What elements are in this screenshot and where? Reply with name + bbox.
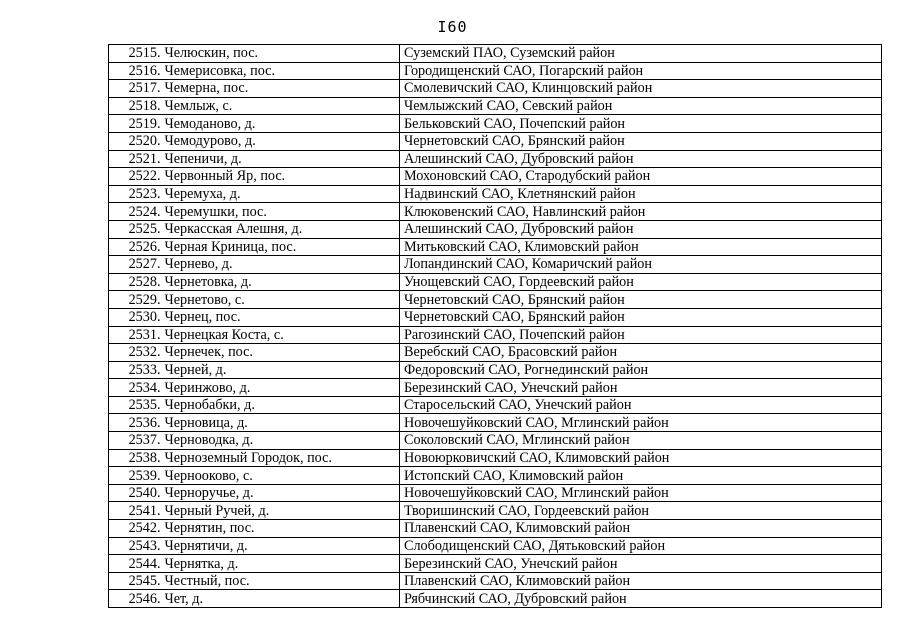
table-row <box>109 537 882 555</box>
administration-district: Чемлыжский САО, Севский район <box>400 97 882 115</box>
administration-district: Рябчинский САО, Дубровский район <box>400 590 882 608</box>
settlement-name: Чернятичи, д. <box>163 537 400 555</box>
settlement-name: Черноводка, д. <box>163 432 400 450</box>
administration-district: Истопский САО, Климовский район <box>400 467 882 485</box>
table-row <box>109 396 882 414</box>
administration-district: Новочешуйковский САО, Мглинский район <box>400 414 882 432</box>
settlement-name: Чет, д. <box>163 590 400 608</box>
table-row <box>109 484 882 502</box>
table-row <box>109 168 882 186</box>
administration-district: Слободищенский САО, Дятьковский район <box>400 537 882 555</box>
settlement-registry-table <box>108 44 882 608</box>
row-number: 2531. <box>109 326 163 344</box>
row-number: 2536. <box>109 414 163 432</box>
table-row <box>109 256 882 274</box>
registry-table-body <box>109 45 882 608</box>
page-number: I60 <box>437 18 468 36</box>
table-row <box>109 132 882 150</box>
row-number: 2538. <box>109 449 163 467</box>
row-number: 2516. <box>109 62 163 80</box>
settlement-name: Черный Ручей, д. <box>163 502 400 520</box>
table-row <box>109 115 882 133</box>
administration-district: Новочешуйковский САО, Мглинский район <box>400 484 882 502</box>
row-number: 2520. <box>109 132 163 150</box>
row-number: 2546. <box>109 590 163 608</box>
settlement-name: Чернобабки, д. <box>163 396 400 414</box>
table-row <box>109 467 882 485</box>
settlement-name: Черновица, д. <box>163 414 400 432</box>
row-number: 2545. <box>109 572 163 590</box>
table-row <box>109 80 882 98</box>
table-row <box>109 590 882 608</box>
table-row <box>109 238 882 256</box>
administration-district: Чернетовский САО, Брянский район <box>400 308 882 326</box>
table-row <box>109 502 882 520</box>
table-row <box>109 432 882 450</box>
administration-district: Надвинский САО, Клетнянский район <box>400 185 882 203</box>
administration-district: Соколовский САО, Мглинский район <box>400 432 882 450</box>
administration-district: Березинский САО, Унечский район <box>400 555 882 573</box>
administration-district: Чернетовский САО, Брянский район <box>400 132 882 150</box>
administration-district: Лопандинский САО, Комаричский район <box>400 256 882 274</box>
table-row <box>109 220 882 238</box>
settlement-name: Чернооково, с. <box>163 467 400 485</box>
administration-district: Унощевский САО, Гордеевский район <box>400 273 882 291</box>
settlement-name: Чернецкая Коста, с. <box>163 326 400 344</box>
row-number: 2518. <box>109 97 163 115</box>
row-number: 2542. <box>109 520 163 538</box>
row-number: 2534. <box>109 379 163 397</box>
row-number: 2523. <box>109 185 163 203</box>
row-number: 2525. <box>109 220 163 238</box>
table-row <box>109 97 882 115</box>
row-number: 2529. <box>109 291 163 309</box>
administration-district: Алешинский САО, Дубровский район <box>400 220 882 238</box>
administration-district: Клюковенский САО, Навлинский район <box>400 203 882 221</box>
table-row <box>109 326 882 344</box>
administration-district: Плавенский САО, Климовский район <box>400 520 882 538</box>
row-number: 2539. <box>109 467 163 485</box>
row-number: 2532. <box>109 344 163 362</box>
settlement-name: Чернево, д. <box>163 256 400 274</box>
table-row <box>109 572 882 590</box>
row-number: 2543. <box>109 537 163 555</box>
administration-district: Федоровский САО, Рогнединский район <box>400 361 882 379</box>
settlement-name: Черней, д. <box>163 361 400 379</box>
table-row <box>109 150 882 168</box>
table-row <box>109 62 882 80</box>
settlement-name: Черемуха, д. <box>163 185 400 203</box>
administration-district: Старосельский САО, Унечский район <box>400 396 882 414</box>
settlement-name: Чепеничи, д. <box>163 150 400 168</box>
table-row <box>109 308 882 326</box>
settlement-name: Черинжово, д. <box>163 379 400 397</box>
administration-district: Творишинский САО, Гордеевский район <box>400 502 882 520</box>
settlement-name: Черемушки, пос. <box>163 203 400 221</box>
row-number: 2530. <box>109 308 163 326</box>
settlement-name: Чемоданово, д. <box>163 115 400 133</box>
table-row <box>109 45 882 63</box>
administration-district: Березинский САО, Унечский район <box>400 379 882 397</box>
row-number: 2515. <box>109 45 163 63</box>
settlement-name: Чернятка, д. <box>163 555 400 573</box>
administration-district: Новоюрковичский САО, Климовский район <box>400 449 882 467</box>
table-row <box>109 185 882 203</box>
administration-district: Алешинский САО, Дубровский район <box>400 150 882 168</box>
settlement-name: Чемерисовка, пос. <box>163 62 400 80</box>
settlement-name: Честный, пос. <box>163 572 400 590</box>
settlement-name: Челюскин, пос. <box>163 45 400 63</box>
settlement-name: Чемлыж, с. <box>163 97 400 115</box>
administration-district: Чернетовский САО, Брянский район <box>400 291 882 309</box>
row-number: 2533. <box>109 361 163 379</box>
row-number: 2544. <box>109 555 163 573</box>
settlement-name: Чернечек, пос. <box>163 344 400 362</box>
settlement-name: Черная Криница, пос. <box>163 238 400 256</box>
administration-district: Мохоновский САО, Стародубский район <box>400 168 882 186</box>
settlement-name: Чемодурово, д. <box>163 132 400 150</box>
row-number: 2524. <box>109 203 163 221</box>
row-number: 2526. <box>109 238 163 256</box>
row-number: 2528. <box>109 273 163 291</box>
row-number: 2527. <box>109 256 163 274</box>
row-number: 2535. <box>109 396 163 414</box>
settlement-name: Чернец, пос. <box>163 308 400 326</box>
administration-district: Городищенский САО, Погарский район <box>400 62 882 80</box>
administration-district: Суземский ПАО, Суземский район <box>400 45 882 63</box>
settlement-name: Чернятин, пос. <box>163 520 400 538</box>
settlement-name: Черноземный Городок, пос. <box>163 449 400 467</box>
row-number: 2522. <box>109 168 163 186</box>
administration-district: Митьковский САО, Климовский район <box>400 238 882 256</box>
administration-district: Веребский САО, Брасовский район <box>400 344 882 362</box>
table-row <box>109 344 882 362</box>
table-row <box>109 379 882 397</box>
table-row <box>109 203 882 221</box>
row-number: 2537. <box>109 432 163 450</box>
table-row <box>109 555 882 573</box>
settlement-name: Черкасская Алешня, д. <box>163 220 400 238</box>
table-row <box>109 414 882 432</box>
table-row <box>109 291 882 309</box>
table-row <box>109 273 882 291</box>
settlement-name: Чернетовка, д. <box>163 273 400 291</box>
row-number: 2517. <box>109 80 163 98</box>
row-number: 2521. <box>109 150 163 168</box>
administration-district: Смолевичский САО, Клинцовский район <box>400 80 882 98</box>
table-row <box>109 361 882 379</box>
settlement-name: Червонный Яр, пос. <box>163 168 400 186</box>
table-row <box>109 449 882 467</box>
administration-district: Бельковский САО, Почепский район <box>400 115 882 133</box>
row-number: 2540. <box>109 484 163 502</box>
administration-district: Рагозинский САО, Почепский район <box>400 326 882 344</box>
settlement-name: Чернетово, с. <box>163 291 400 309</box>
settlement-name: Черноручье, д. <box>163 484 400 502</box>
row-number: 2541. <box>109 502 163 520</box>
table-row <box>109 520 882 538</box>
settlement-name: Чемерна, пос. <box>163 80 400 98</box>
row-number: 2519. <box>109 115 163 133</box>
administration-district: Плавенский САО, Климовский район <box>400 572 882 590</box>
